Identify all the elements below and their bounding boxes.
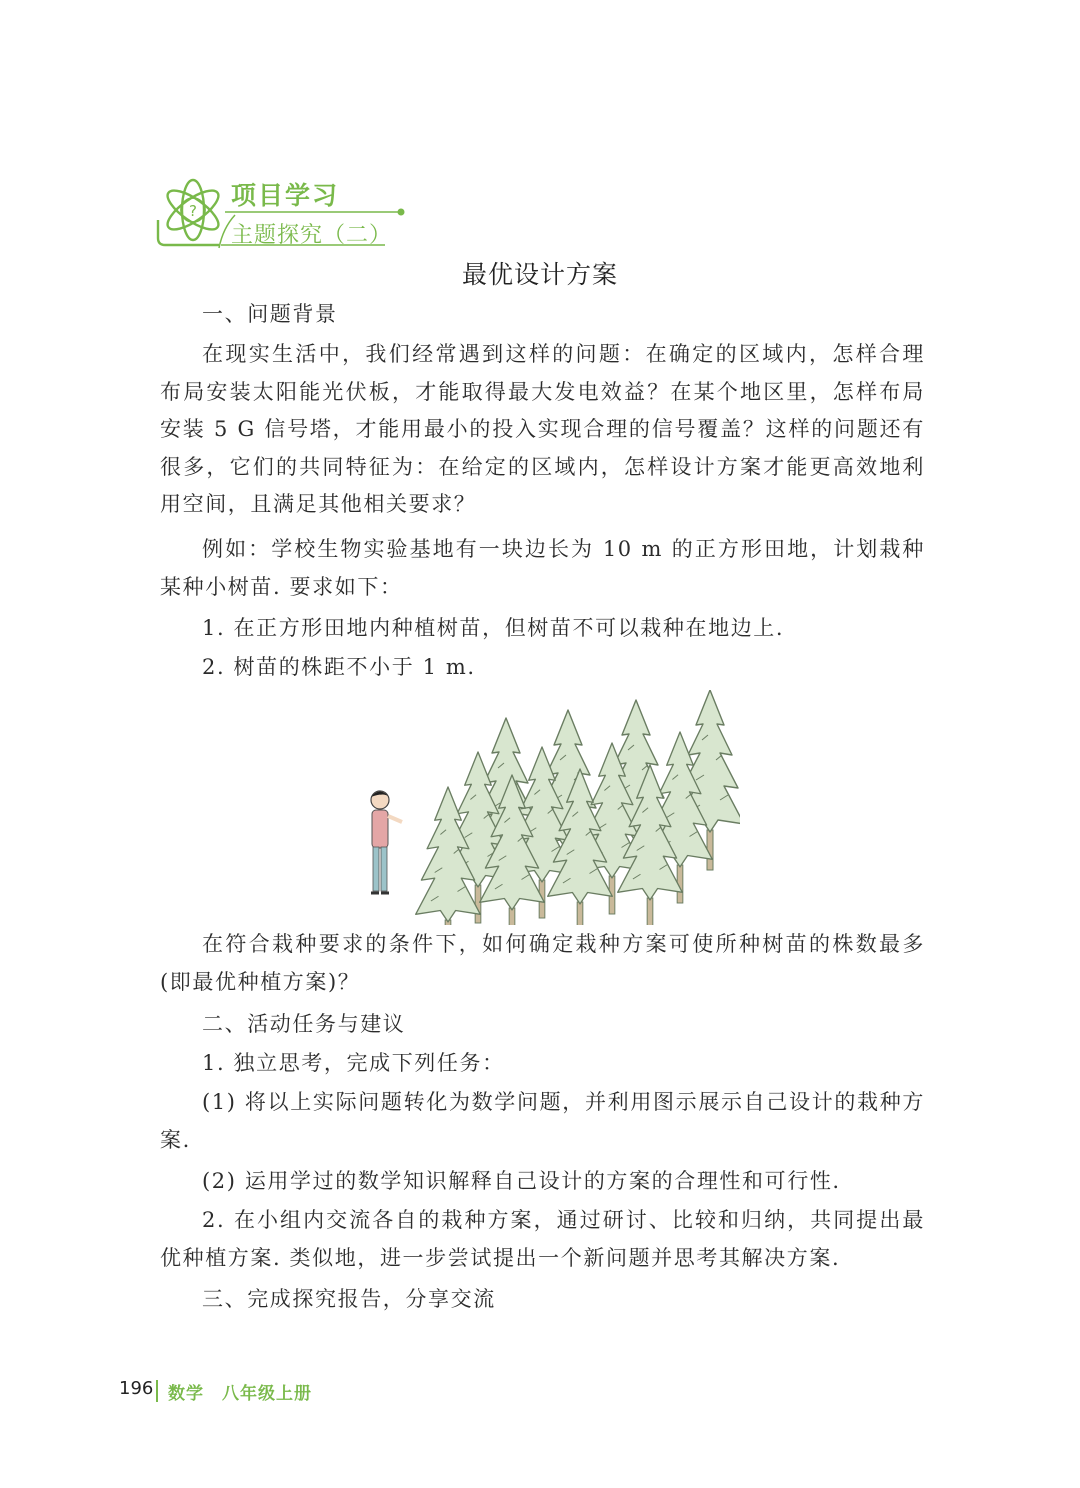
task-1-1: (1) 将以上实际问题转化为数学问题，并利用图示展示自己设计的栽种方案. — [160, 1090, 925, 1152]
section-heading-report: 三、完成探究报告，分享交流 — [202, 1287, 496, 1311]
header-title: 项目学习 — [231, 181, 340, 210]
header-subtitle: 主题探究（二） — [231, 223, 393, 248]
trees-and-boy-illustration — [360, 690, 740, 925]
requirement-2: 2. 树苗的株距不小于 1 m. — [202, 655, 476, 679]
task-2: 2. 在小组内交流各自的栽种方案，通过研讨、比较和归纳，共同提出最优种植方案. 类似地，进一步尝试提出一个新问题并思考其解决方案. — [160, 1208, 925, 1270]
requirement-1: 1. 在正方形田地内种植树苗，但树苗不可以栽种在地边上. — [202, 616, 785, 640]
section-heading-background: 一、问题背景 — [202, 302, 338, 326]
boy-figure — [371, 791, 402, 893]
section-heading-tasks: 二、活动任务与建议 — [202, 1012, 406, 1036]
footer-divider — [156, 1380, 158, 1402]
paragraph-problem-background: 在现实生活中，我们经常遇到这样的问题：在确定的区域内，怎样合理布局安装太阳能光伏板，才能取得最大发电效益？在某个地区里，怎样布局安装 5 G 信号塔，才能用最小的投入实现合理的信号覆盖？这样的问题还有很多，它们的共同特征为：在给定的区域内，怎样设计方案才能更高效地利用空间，且满足其他相关要求？ — [160, 342, 925, 516]
section-header — [155, 160, 415, 255]
book-title: 数学 八年级上册 — [168, 1384, 312, 1404]
page-number: 196 — [119, 1378, 154, 1399]
task-1-2: (2) 运用学过的数学知识解释自己设计的方案的合理性和可行性. — [202, 1169, 841, 1193]
paragraph-example: 例如：学校生物实验基地有一块边长为 10 m 的正方形田地，计划栽种某种小树苗. 要求如下： — [160, 537, 925, 599]
document-title: 最优设计方案 — [461, 260, 618, 289]
paragraph-question: 在符合栽种要求的条件下，如何确定栽种方案可使所种树苗的株数最多(即最优种植方案)？ — [160, 932, 925, 994]
svg-text:?: ? — [189, 202, 197, 220]
task-1: 1. 独立思考，完成下列任务： — [202, 1051, 505, 1075]
